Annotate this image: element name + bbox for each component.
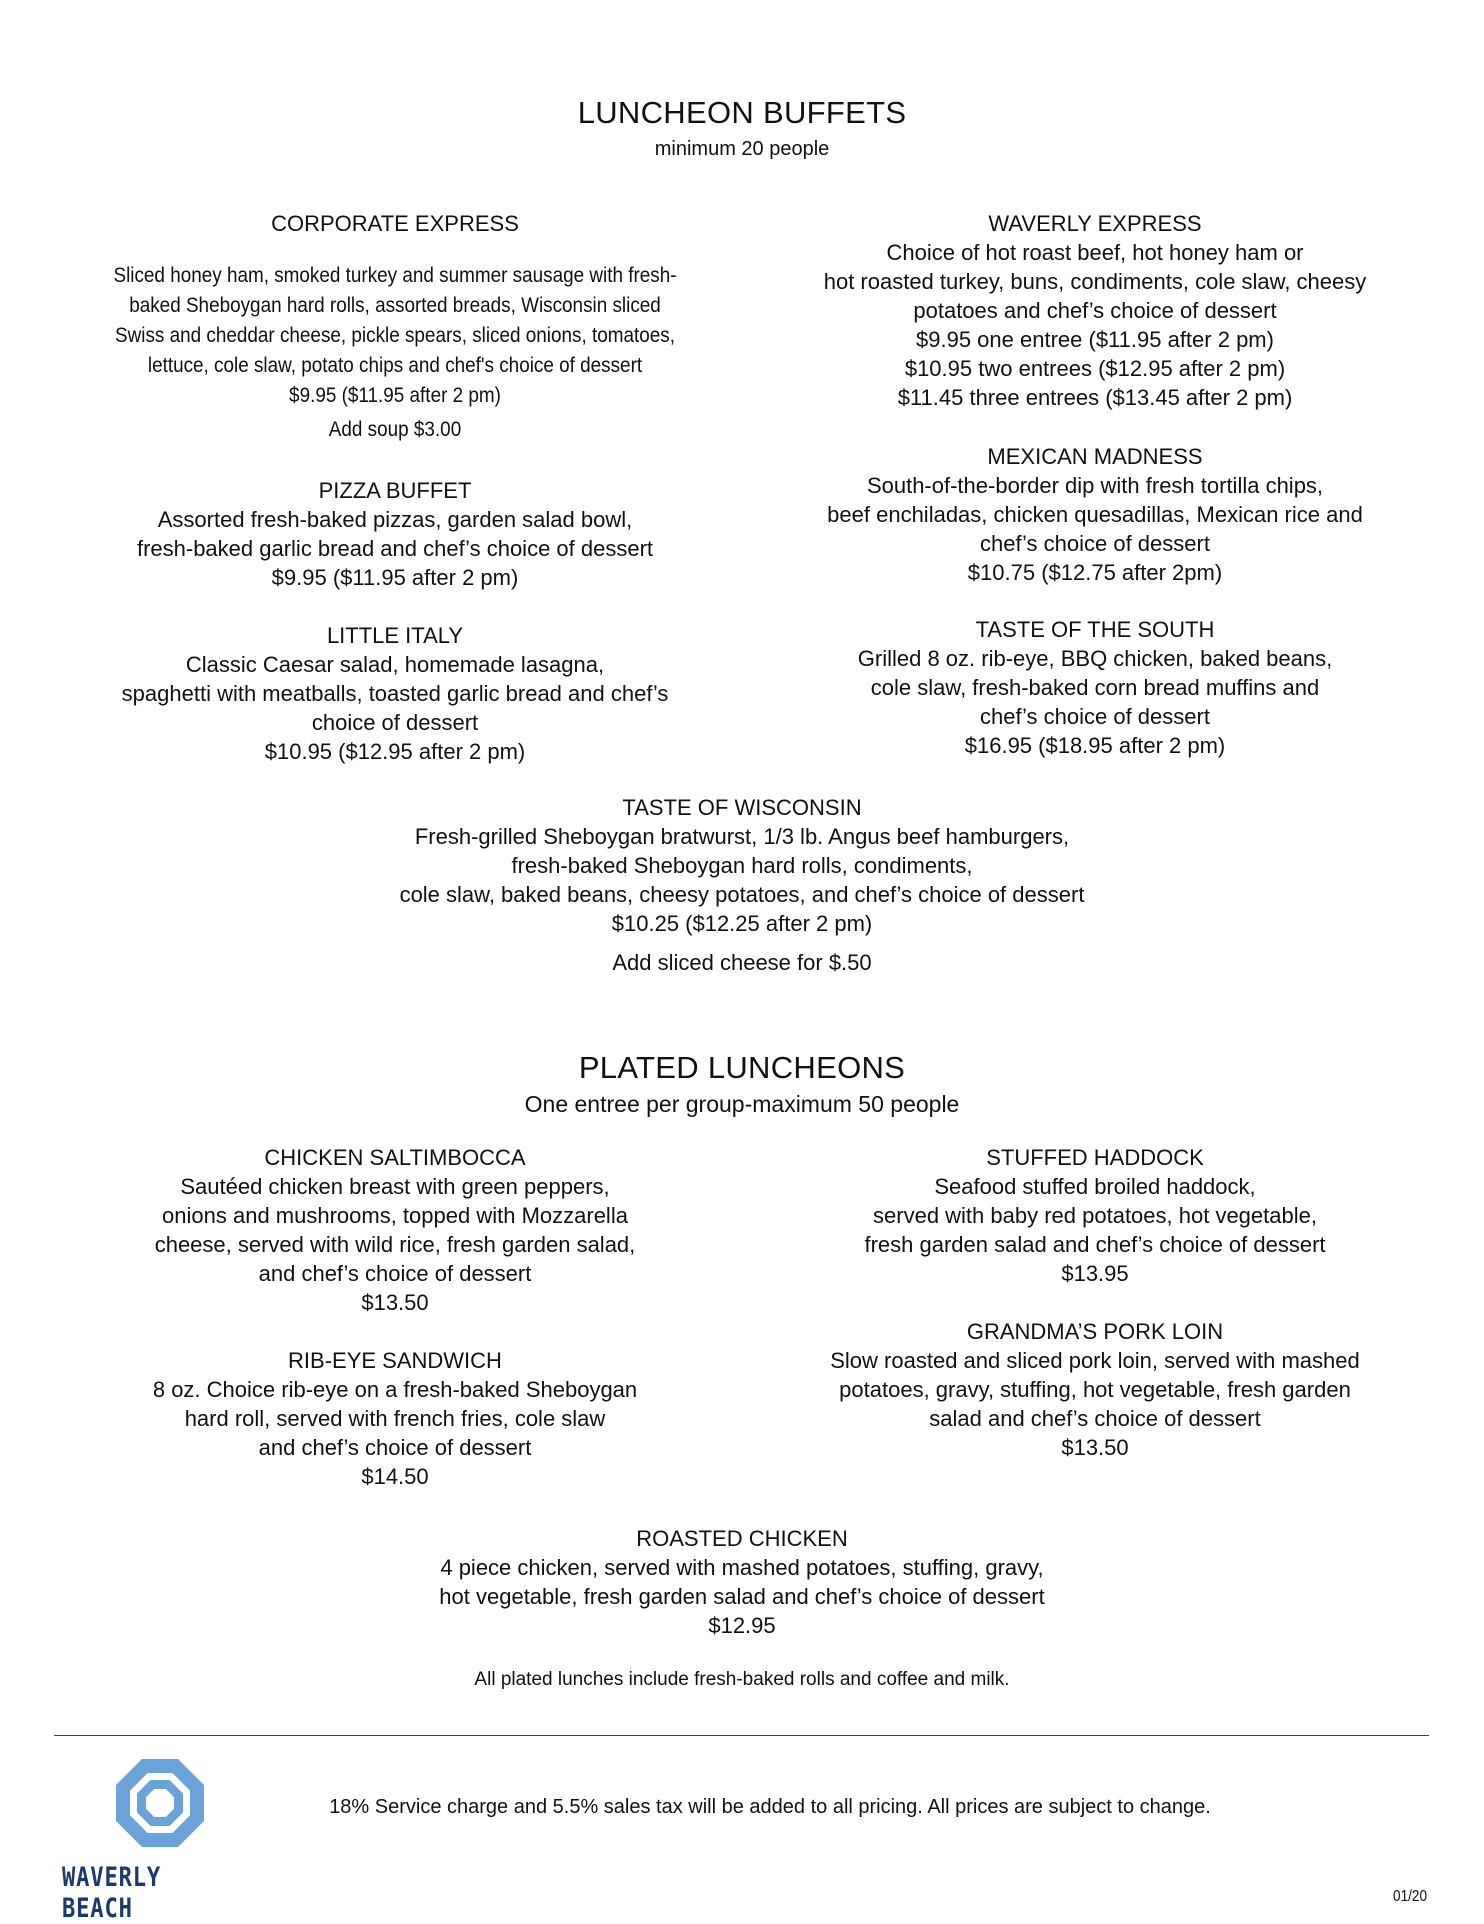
pizza-buffet-description (60, 505, 730, 592)
taste-of-wisconsin-addon: Add sliced cheese for $.50 (612, 950, 872, 975)
plated-lunches-note: All plated lunches include fresh-baked rolls and coffee and milk. (474, 1669, 1010, 1690)
mexican-madness-title: MEXICAN MADNESS (987, 444, 1203, 469)
rib-eye-sandwich-line: hard roll, served with french fries, cole slaw (184, 1406, 606, 1431)
waverly-express-line: potatoes and chef’s choice of dessert (913, 298, 1277, 323)
rib-eye-sandwich-description (60, 1375, 730, 1491)
waverly-beach-logo-text: WAVERLY BEACH (62, 1862, 162, 1924)
roasted-chicken-line: hot vegetable, fresh garden salad and chef’s choice of dessert (439, 1584, 1045, 1609)
taste-of-the-south-description (760, 644, 1430, 760)
taste-of-the-south-price: $16.95 ($18.95 after 2 pm) (964, 733, 1226, 758)
waverly-express-description (760, 238, 1430, 412)
taste-of-the-south-line: cole slaw, fresh-baked corn bread muffins and (870, 675, 1320, 700)
plated-luncheons-subtitle: One entree per group-maximum 50 people (524, 1091, 960, 1117)
grandmas-pork-loin-title: GRANDMA’S PORK LOIN (966, 1319, 1224, 1344)
chicken-saltimbocca-line: and chef’s choice of dessert (258, 1261, 532, 1286)
waverly-express-price: $11.45 three entrees ($13.45 after 2 pm) (897, 385, 1293, 410)
mexican-madness-line: beef enchiladas, chicken quesadillas, Mexican rice and (827, 502, 1363, 527)
waverly-express-title: WAVERLY EXPRESS (988, 211, 1202, 236)
corporate-express-description (94, 261, 697, 445)
stuffed-haddock-price: $13.95 (1061, 1261, 1129, 1286)
footer-divider (54, 1735, 1429, 1736)
stuffed-haddock-line: served with baby red potatoes, hot vegetable, (873, 1203, 1317, 1228)
taste-of-the-south-title: TASTE OF THE SOUTH (975, 617, 1215, 642)
roasted-chicken-description (242, 1553, 1242, 1640)
mexican-madness-line: South-of-the-border dip with fresh tortilla chips, (866, 473, 1324, 498)
corporate-express-addon: Add soup $3.00 (328, 418, 462, 441)
service-charge-note: 18% Service charge and 5.5% sales tax will be added to all pricing. All prices are subject to change. (329, 1796, 1211, 1818)
chicken-saltimbocca-price: $13.50 (361, 1290, 429, 1315)
chicken-saltimbocca-description (60, 1172, 730, 1317)
waverly-express-price: $9.95 one entree ($11.95 after 2 pm) (916, 327, 1274, 352)
corporate-express-line: Sliced honey ham, smoked turkey and summer sausage with fresh- (113, 264, 677, 287)
pizza-buffet-line: fresh-baked garlic bread and chef’s choice of dessert (136, 536, 654, 561)
little-italy-line: spaghetti with meatballs, toasted garlic bread and chef’s (121, 681, 669, 706)
little-italy-line: Classic Caesar salad, homemade lasagna, (185, 652, 605, 677)
taste-of-the-south-line: chef’s choice of dessert (980, 704, 1210, 729)
waverly-beach-logo (62, 1745, 262, 1862)
corporate-express-price: $9.95 ($11.95 after 2 pm) (289, 384, 501, 407)
little-italy-description (60, 650, 730, 766)
pizza-buffet-price: $9.95 ($11.95 after 2 pm) (271, 565, 519, 590)
grandmas-pork-loin-line: Slow roasted and sliced pork loin, served with mashed (830, 1348, 1360, 1373)
rib-eye-sandwich-price: $14.50 (361, 1464, 429, 1489)
stuffed-haddock-description (760, 1172, 1430, 1288)
little-italy-line: choice of dessert (311, 710, 479, 735)
luncheon-buffets-title: LUNCHEON BUFFETS (577, 95, 907, 130)
corporate-express-line: baked Sheboygan hard rolls, assorted breads, Wisconsin sliced (129, 294, 661, 317)
grandmas-pork-loin-line: potatoes, gravy, stuffing, hot vegetable, fresh garden (839, 1377, 1351, 1402)
roasted-chicken-price: $12.95 (708, 1613, 776, 1638)
chicken-saltimbocca-line: onions and mushrooms, topped with Mozzarella (162, 1203, 628, 1228)
corporate-express-title: CORPORATE EXPRESS (271, 211, 519, 236)
little-italy-price: $10.95 ($12.95 after 2 pm) (264, 739, 526, 764)
corporate-express-line: Swiss and cheddar cheese, pickle spears, sliced onions, tomatoes, (115, 324, 675, 347)
taste-of-wisconsin-line: fresh-baked Sheboygan hard rolls, condiments, (511, 853, 973, 878)
luncheon-buffets-subtitle: minimum 20 people (654, 138, 830, 160)
grandmas-pork-loin-price: $13.50 (1061, 1435, 1129, 1460)
roasted-chicken-line: 4 piece chicken, served with mashed potatoes, stuffing, gravy, (440, 1555, 1044, 1580)
taste-of-the-south-line: Grilled 8 oz. rib-eye, BBQ chicken, baked beans, (857, 646, 1333, 671)
taste-of-wisconsin-line: cole slaw, baked beans, cheesy potatoes, and chef’s choice of dessert (399, 882, 1085, 907)
corporate-express-line: lettuce, cole slaw, potato chips and chef's choice of dessert (147, 354, 643, 377)
mexican-madness-description (760, 471, 1430, 587)
taste-of-wisconsin-line: Fresh-grilled Sheboygan bratwurst, 1/3 lb. Angus beef hamburgers, (414, 824, 1070, 849)
taste-of-wisconsin-price: $10.25 ($12.25 after 2 pm) (611, 911, 873, 936)
rib-eye-sandwich-title: RIB-EYE SANDWICH (288, 1348, 502, 1373)
octagon-target-icon (62, 1745, 262, 1857)
pizza-buffet-title: PIZZA BUFFET (318, 478, 472, 503)
grandmas-pork-loin-description (760, 1346, 1430, 1462)
chicken-saltimbocca-line: Sautéed chicken breast with green peppers, (180, 1174, 610, 1199)
mexican-madness-line: chef’s choice of dessert (980, 531, 1210, 556)
little-italy-title: LITTLE ITALY (326, 623, 464, 648)
waverly-express-line: hot roasted turkey, buns, condiments, cole slaw, cheesy (823, 269, 1367, 294)
mexican-madness-price: $10.75 ($12.75 after 2pm) (967, 560, 1223, 585)
waverly-express-line: Choice of hot roast beef, hot honey ham or (886, 240, 1304, 265)
roasted-chicken-title: ROASTED CHICKEN (636, 1526, 848, 1551)
date-code: 01/20 (1392, 1888, 1427, 1905)
rib-eye-sandwich-line: and chef’s choice of dessert (258, 1435, 532, 1460)
chicken-saltimbocca-title: CHICKEN SALTIMBOCCA (264, 1145, 526, 1170)
taste-of-wisconsin-description (242, 822, 1242, 938)
stuffed-haddock-title: STUFFED HADDOCK (986, 1145, 1204, 1170)
stuffed-haddock-line: fresh garden salad and chef’s choice of dessert (864, 1232, 1326, 1257)
plated-luncheons-title: PLATED LUNCHEONS (578, 1050, 906, 1085)
waverly-express-price: $10.95 two entrees ($12.95 after 2 pm) (904, 356, 1286, 381)
grandmas-pork-loin-line: salad and chef’s choice of dessert (929, 1406, 1261, 1431)
rib-eye-sandwich-line: 8 oz. Choice rib-eye on a fresh-baked Sheboygan (152, 1377, 638, 1402)
taste-of-wisconsin-title: TASTE OF WISCONSIN (622, 795, 862, 820)
stuffed-haddock-line: Seafood stuffed broiled haddock, (934, 1174, 1256, 1199)
pizza-buffet-line: Assorted fresh-baked pizzas, garden salad bowl, (157, 507, 633, 532)
chicken-saltimbocca-line: cheese, served with wild rice, fresh garden salad, (154, 1232, 636, 1257)
